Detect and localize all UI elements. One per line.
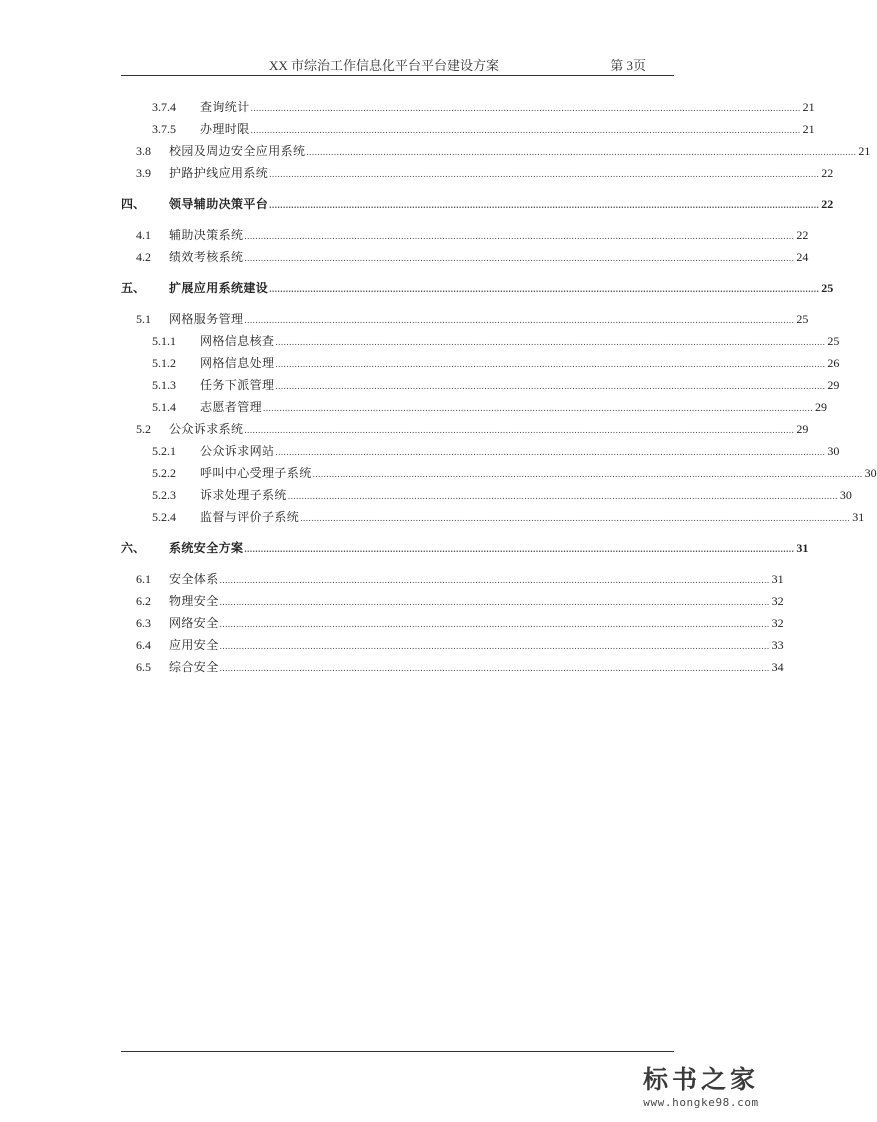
toc-entry[interactable] (121, 485, 852, 503)
toc-dot-leader: ........................................................................................................................................................................................................ (219, 597, 770, 607)
toc-entry-number: 五、 (121, 281, 146, 295)
toc-entry-number: 3.8 (136, 144, 151, 158)
toc-entry-title: 护路护线应用系统 (169, 166, 269, 180)
toc-entry[interactable] (121, 441, 840, 459)
toc-entry[interactable] (121, 247, 809, 265)
toc-entry[interactable] (121, 507, 865, 525)
toc-entry[interactable] (121, 657, 784, 675)
toc-entry-title: 安全体系 (169, 572, 219, 586)
toc-entry-number: 5.1.4 (152, 400, 176, 414)
toc-entry-title: 网格服务管理 (169, 312, 244, 326)
toc-entry-title: 物理安全 (169, 594, 219, 608)
toc-dot-leader: ........................................................................................................................................................................................................ (269, 169, 820, 179)
toc-entry-title: 扩展应用系统建设 (169, 281, 269, 295)
toc-entry-number: 5.2.1 (152, 444, 176, 458)
toc-entry-number: 6.2 (136, 594, 151, 608)
toc-entry-number: 5.2.3 (152, 488, 176, 502)
toc-entry-page: 29 (827, 378, 840, 392)
toc-entry-page: 30 (839, 488, 852, 502)
toc-entry-page: 33 (771, 638, 784, 652)
toc-entry-number: 5.2.4 (152, 510, 176, 524)
toc-entry-page: 26 (827, 356, 840, 370)
toc-dot-leader: ........................................................................................................................................................................................................ (219, 575, 770, 585)
toc-entry[interactable] (121, 635, 784, 653)
toc-entry-title: 任务下派管理 (200, 378, 275, 392)
toc-dot-leader: ........................................................................................................................................................................................................ (269, 284, 820, 294)
toc-entry[interactable] (121, 141, 871, 159)
toc-entry-title: 志愿者管理 (200, 400, 263, 414)
toc-entry-page: 22 (796, 228, 809, 242)
toc-entry-page: 30 (864, 466, 877, 480)
toc-entry-title: 监督与评价子系统 (200, 510, 300, 524)
toc-entry[interactable] (121, 97, 815, 115)
toc-dot-leader: ........................................................................................................................................................................................................ (275, 447, 826, 457)
toc-entry[interactable] (121, 463, 877, 481)
toc-dot-leader: ........................................................................................................................................................................................................ (244, 425, 795, 435)
toc-dot-leader: ........................................................................................................................................................................................................ (219, 663, 770, 673)
watermark-url: www.hongke98.com (643, 1096, 759, 1109)
toc-dot-leader: ........................................................................................................................................................................................................ (244, 253, 795, 263)
toc-entry-number: 5.2 (136, 422, 151, 436)
toc-entry-page: 22 (821, 166, 834, 180)
header-rule (121, 75, 674, 76)
toc-entry-number: 3.9 (136, 166, 151, 180)
toc-dot-leader: ........................................................................................................................................................................................................ (244, 315, 795, 325)
footer-rule (121, 1051, 674, 1052)
toc-entry-title: 网络安全 (169, 616, 219, 630)
toc-entry-page: 32 (771, 594, 784, 608)
toc-entry-page: 21 (858, 144, 871, 158)
toc-dot-leader: ........................................................................................................................................................................................................ (300, 513, 851, 523)
toc-entry-number: 四、 (121, 197, 146, 211)
toc-entry-number: 4.1 (136, 228, 151, 242)
toc-entry-number: 6.3 (136, 616, 151, 630)
toc-entry-title: 呼叫中心受理子系统 (200, 466, 312, 480)
toc-entry[interactable] (121, 278, 834, 296)
toc-entry-page: 25 (796, 312, 809, 326)
toc-entry-title: 公众诉求系统 (169, 422, 244, 436)
toc-entry-title: 办理时限 (200, 122, 250, 136)
toc-entry-page: 34 (771, 660, 784, 674)
toc-entry-page: 31 (796, 541, 809, 555)
toc-dot-leader: ........................................................................................................................................................................................................ (306, 147, 857, 157)
toc-entry-page: 30 (827, 444, 840, 458)
toc-dot-leader: ........................................................................................................................................................................................................ (219, 619, 770, 629)
toc-entry[interactable] (121, 419, 809, 437)
toc-dot-leader: ........................................................................................................................................................................................................ (250, 103, 801, 113)
toc-entry-number: 6.4 (136, 638, 151, 652)
toc-entry[interactable] (121, 613, 784, 631)
toc-entry[interactable] (121, 194, 834, 212)
toc-entry[interactable] (121, 163, 834, 181)
toc-entry-number: 5.1.1 (152, 334, 176, 348)
toc-entry-title: 诉求处理子系统 (200, 488, 287, 502)
toc-dot-leader: ........................................................................................................................................................................................................ (269, 200, 820, 210)
page-header (121, 58, 674, 74)
toc-entry-number: 5.1.3 (152, 378, 176, 392)
toc-dot-leader: ........................................................................................................................................................................................................ (275, 381, 826, 391)
toc-entry-page: 25 (821, 281, 834, 295)
header-title: XX 市综治工作信息化平台平台建设方案 (269, 58, 500, 73)
toc-entry-title: 应用安全 (169, 638, 219, 652)
toc-entry-title: 校园及周边安全应用系统 (169, 144, 306, 158)
toc-entry-number: 3.7.4 (152, 100, 176, 114)
toc-entry-number: 六、 (121, 541, 146, 555)
toc-entry[interactable] (121, 309, 809, 327)
toc-entry-page: 32 (771, 616, 784, 630)
toc-entry-page: 31 (852, 510, 865, 524)
toc-entry-title: 查询统计 (200, 100, 250, 114)
toc-dot-leader: ........................................................................................................................................................................................................ (263, 403, 814, 413)
toc-entry-number: 3.7.5 (152, 122, 176, 136)
toc-entry-title: 网格信息核查 (200, 334, 275, 348)
toc-entry[interactable] (121, 397, 828, 415)
toc-dot-leader: ........................................................................................................................................................................................................ (275, 337, 826, 347)
toc-entry[interactable] (121, 119, 815, 137)
toc-entry-title: 公众诉求网站 (200, 444, 275, 458)
toc-entry-number: 5.1.2 (152, 356, 176, 370)
toc-entry[interactable] (121, 353, 840, 371)
toc-dot-leader: ........................................................................................................................................................................................................ (287, 491, 838, 501)
toc-entry-title: 系统安全方案 (169, 541, 244, 555)
toc-entry-page: 22 (821, 197, 834, 211)
toc-entry[interactable] (121, 225, 809, 243)
toc-entry-number: 6.1 (136, 572, 151, 586)
toc-dot-leader: ........................................................................................................................................................................................................ (275, 359, 826, 369)
toc-entry-title: 绩效考核系统 (169, 250, 244, 264)
toc-entry-title: 辅助决策系统 (169, 228, 244, 242)
toc-entry-page: 21 (802, 100, 815, 114)
toc-entry-page: 31 (771, 572, 784, 586)
watermark-logo (612, 1064, 790, 1112)
toc-entry-page: 24 (796, 250, 809, 264)
toc-entry-title: 综合安全 (169, 660, 219, 674)
toc-entry[interactable] (121, 331, 840, 349)
toc-entry-page: 29 (796, 422, 809, 436)
toc-entry-title: 领导辅助决策平台 (169, 197, 269, 211)
toc-dot-leader: ........................................................................................................................................................................................................ (244, 544, 795, 554)
toc-entry[interactable] (121, 375, 840, 393)
watermark-brand: 标书之家 (642, 1065, 759, 1094)
toc-entry-page: 21 (802, 122, 815, 136)
toc-entry-number: 4.2 (136, 250, 151, 264)
toc-dot-leader: ........................................................................................................................................................................................................ (312, 469, 863, 479)
toc-entry-title: 网格信息处理 (200, 356, 275, 370)
toc-entry[interactable] (121, 538, 809, 556)
toc-entry[interactable] (121, 591, 784, 609)
toc-dot-leader: ........................................................................................................................................................................................................ (219, 641, 770, 651)
toc-dot-leader: ........................................................................................................................................................................................................ (250, 125, 801, 135)
toc-entry-number: 6.5 (136, 660, 151, 674)
toc-dot-leader: ........................................................................................................................................................................................................ (244, 231, 795, 241)
toc-entry[interactable] (121, 569, 784, 587)
toc-entry-number: 5.1 (136, 312, 151, 326)
toc-entry-page: 25 (827, 334, 840, 348)
header-page-number: 第 3页 (610, 58, 646, 73)
toc-entry-number: 5.2.2 (152, 466, 176, 480)
toc-entry-page: 29 (815, 400, 828, 414)
